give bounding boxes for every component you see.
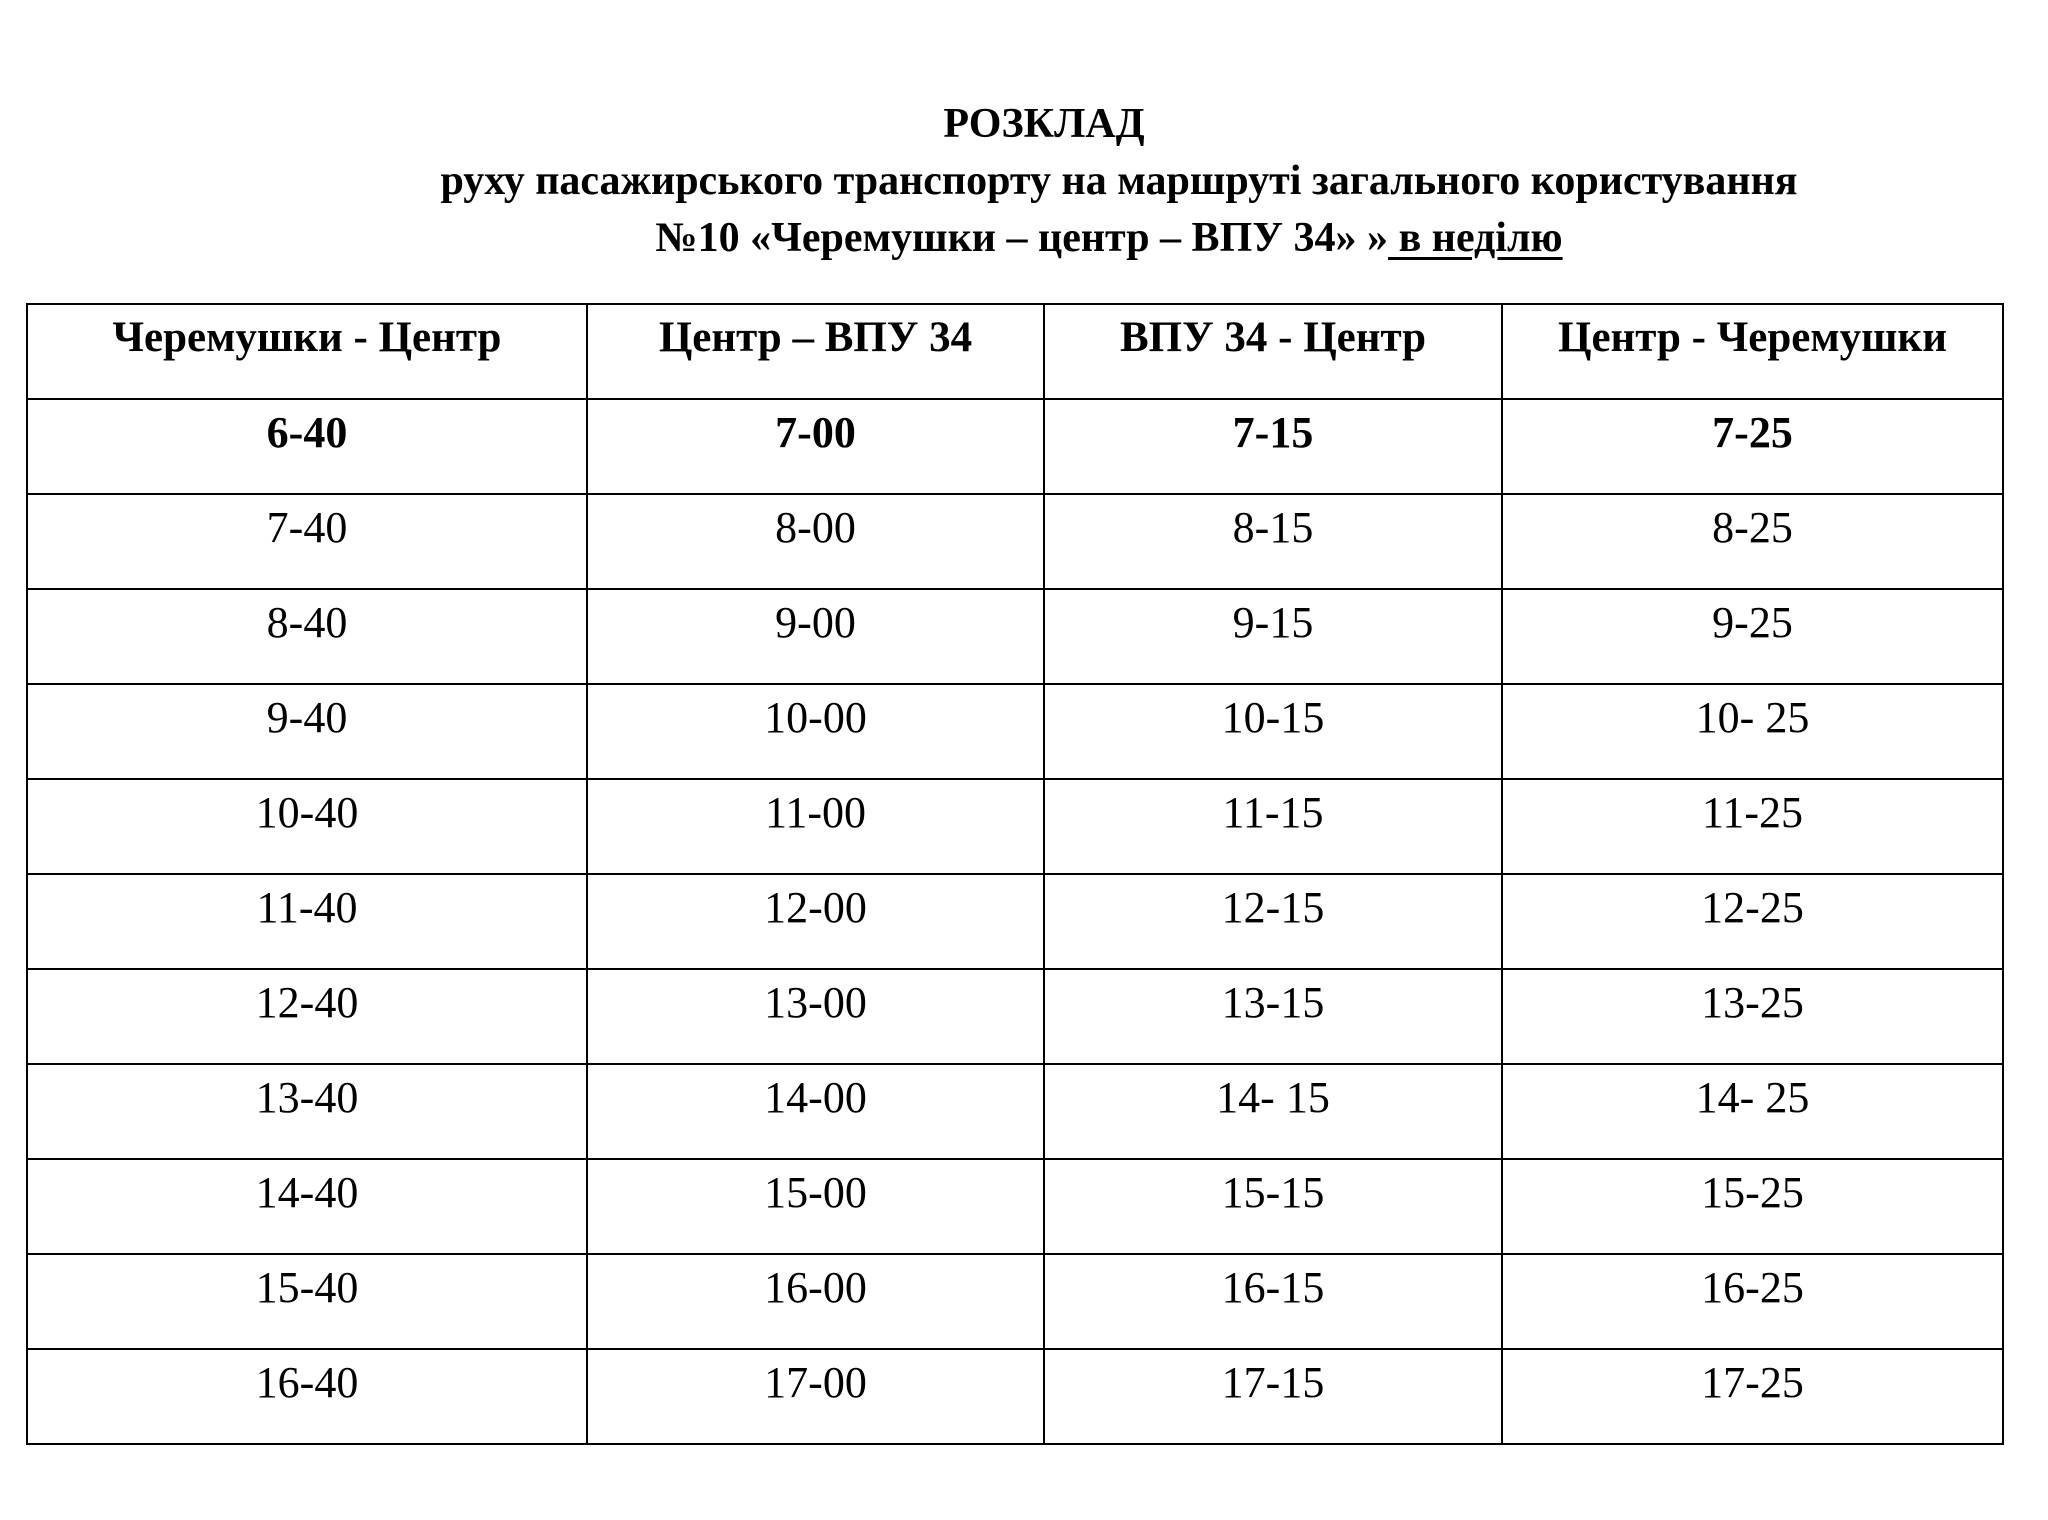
- table-cell: 8-25: [1502, 494, 2003, 589]
- table-row: [27, 1254, 2003, 1349]
- table-cell: 16-25: [1502, 1254, 2003, 1349]
- table-cell: 17-15: [1044, 1349, 1502, 1444]
- table-cell: 11-40: [27, 874, 587, 969]
- schedule-table: [26, 303, 2004, 1445]
- table-cell: 15-40: [27, 1254, 587, 1349]
- table-cell: 7-15: [1044, 399, 1502, 494]
- table-cell: 13-15: [1044, 969, 1502, 1064]
- table-row: [27, 399, 2003, 494]
- table-cell: 14-40: [27, 1159, 587, 1254]
- table-cell: 17-25: [1502, 1349, 2003, 1444]
- table-cell: 11-25: [1502, 779, 2003, 874]
- table-cell: 14- 15: [1044, 1064, 1502, 1159]
- table-row: [27, 684, 2003, 779]
- table-cell: 8-40: [27, 589, 587, 684]
- table-row: [27, 1159, 2003, 1254]
- table-cell: 11-15: [1044, 779, 1502, 874]
- table-cell: 8-15: [1044, 494, 1502, 589]
- table-cell: 10-15: [1044, 684, 1502, 779]
- table-cell: 12-00: [587, 874, 1044, 969]
- table-row: [27, 1064, 2003, 1159]
- table-cell: 9-25: [1502, 589, 2003, 684]
- table-cell: 17-00: [587, 1349, 1044, 1444]
- document-title: РОЗКЛАД: [943, 101, 1145, 147]
- table-cell: 11-00: [587, 779, 1044, 874]
- table-cell: 14- 25: [1502, 1064, 2003, 1159]
- table-cell: 16-15: [1044, 1254, 1502, 1349]
- table-row: [27, 969, 2003, 1064]
- table-cell: 10- 25: [1502, 684, 2003, 779]
- table-cell: 13-00: [587, 969, 1044, 1064]
- table-cell: 7-40: [27, 494, 587, 589]
- table-cell: 16-40: [27, 1349, 587, 1444]
- table-cell: 10-40: [27, 779, 587, 874]
- table-row: [27, 779, 2003, 874]
- table-cell: 13-40: [27, 1064, 587, 1159]
- table-cell: 9-40: [27, 684, 587, 779]
- table-cell: 8-00: [587, 494, 1044, 589]
- table-cell: 14-00: [587, 1064, 1044, 1159]
- route-name: №10 «Черемушки – центр – ВПУ 34» »: [655, 215, 1389, 261]
- table-cell: 7-25: [1502, 399, 2003, 494]
- day-label: в неділю: [1388, 215, 1563, 261]
- table-cell: 12-25: [1502, 874, 2003, 969]
- table-row: [27, 1349, 2003, 1444]
- table-cell: 16-00: [587, 1254, 1044, 1349]
- table-cell: 12-15: [1044, 874, 1502, 969]
- table-cell: 9-15: [1044, 589, 1502, 684]
- table-cell: 10-00: [587, 684, 1044, 779]
- table-row: [27, 494, 2003, 589]
- column-header: ВПУ 34 - Центр: [1044, 304, 1502, 399]
- table-cell: 9-00: [587, 589, 1044, 684]
- table-cell: 7-00: [587, 399, 1044, 494]
- table-cell: 12-40: [27, 969, 587, 1064]
- table-header-row: [27, 304, 2003, 399]
- table-cell: 15-25: [1502, 1159, 2003, 1254]
- column-header: Центр - Черемушки: [1502, 304, 2003, 399]
- document-subtitle: руху пасажирського транспорту на маршруті загального користування: [440, 158, 1798, 204]
- table-row: [27, 874, 2003, 969]
- route-line: [0, 210, 2048, 267]
- table-row: [27, 589, 2003, 684]
- column-header: Центр – ВПУ 34: [587, 304, 1044, 399]
- table-cell: 6-40: [27, 399, 587, 494]
- column-header: Черемушки - Центр: [27, 304, 587, 399]
- table-cell: 15-00: [587, 1159, 1044, 1254]
- table-cell: 13-25: [1502, 969, 2003, 1064]
- table-cell: 15-15: [1044, 1159, 1502, 1254]
